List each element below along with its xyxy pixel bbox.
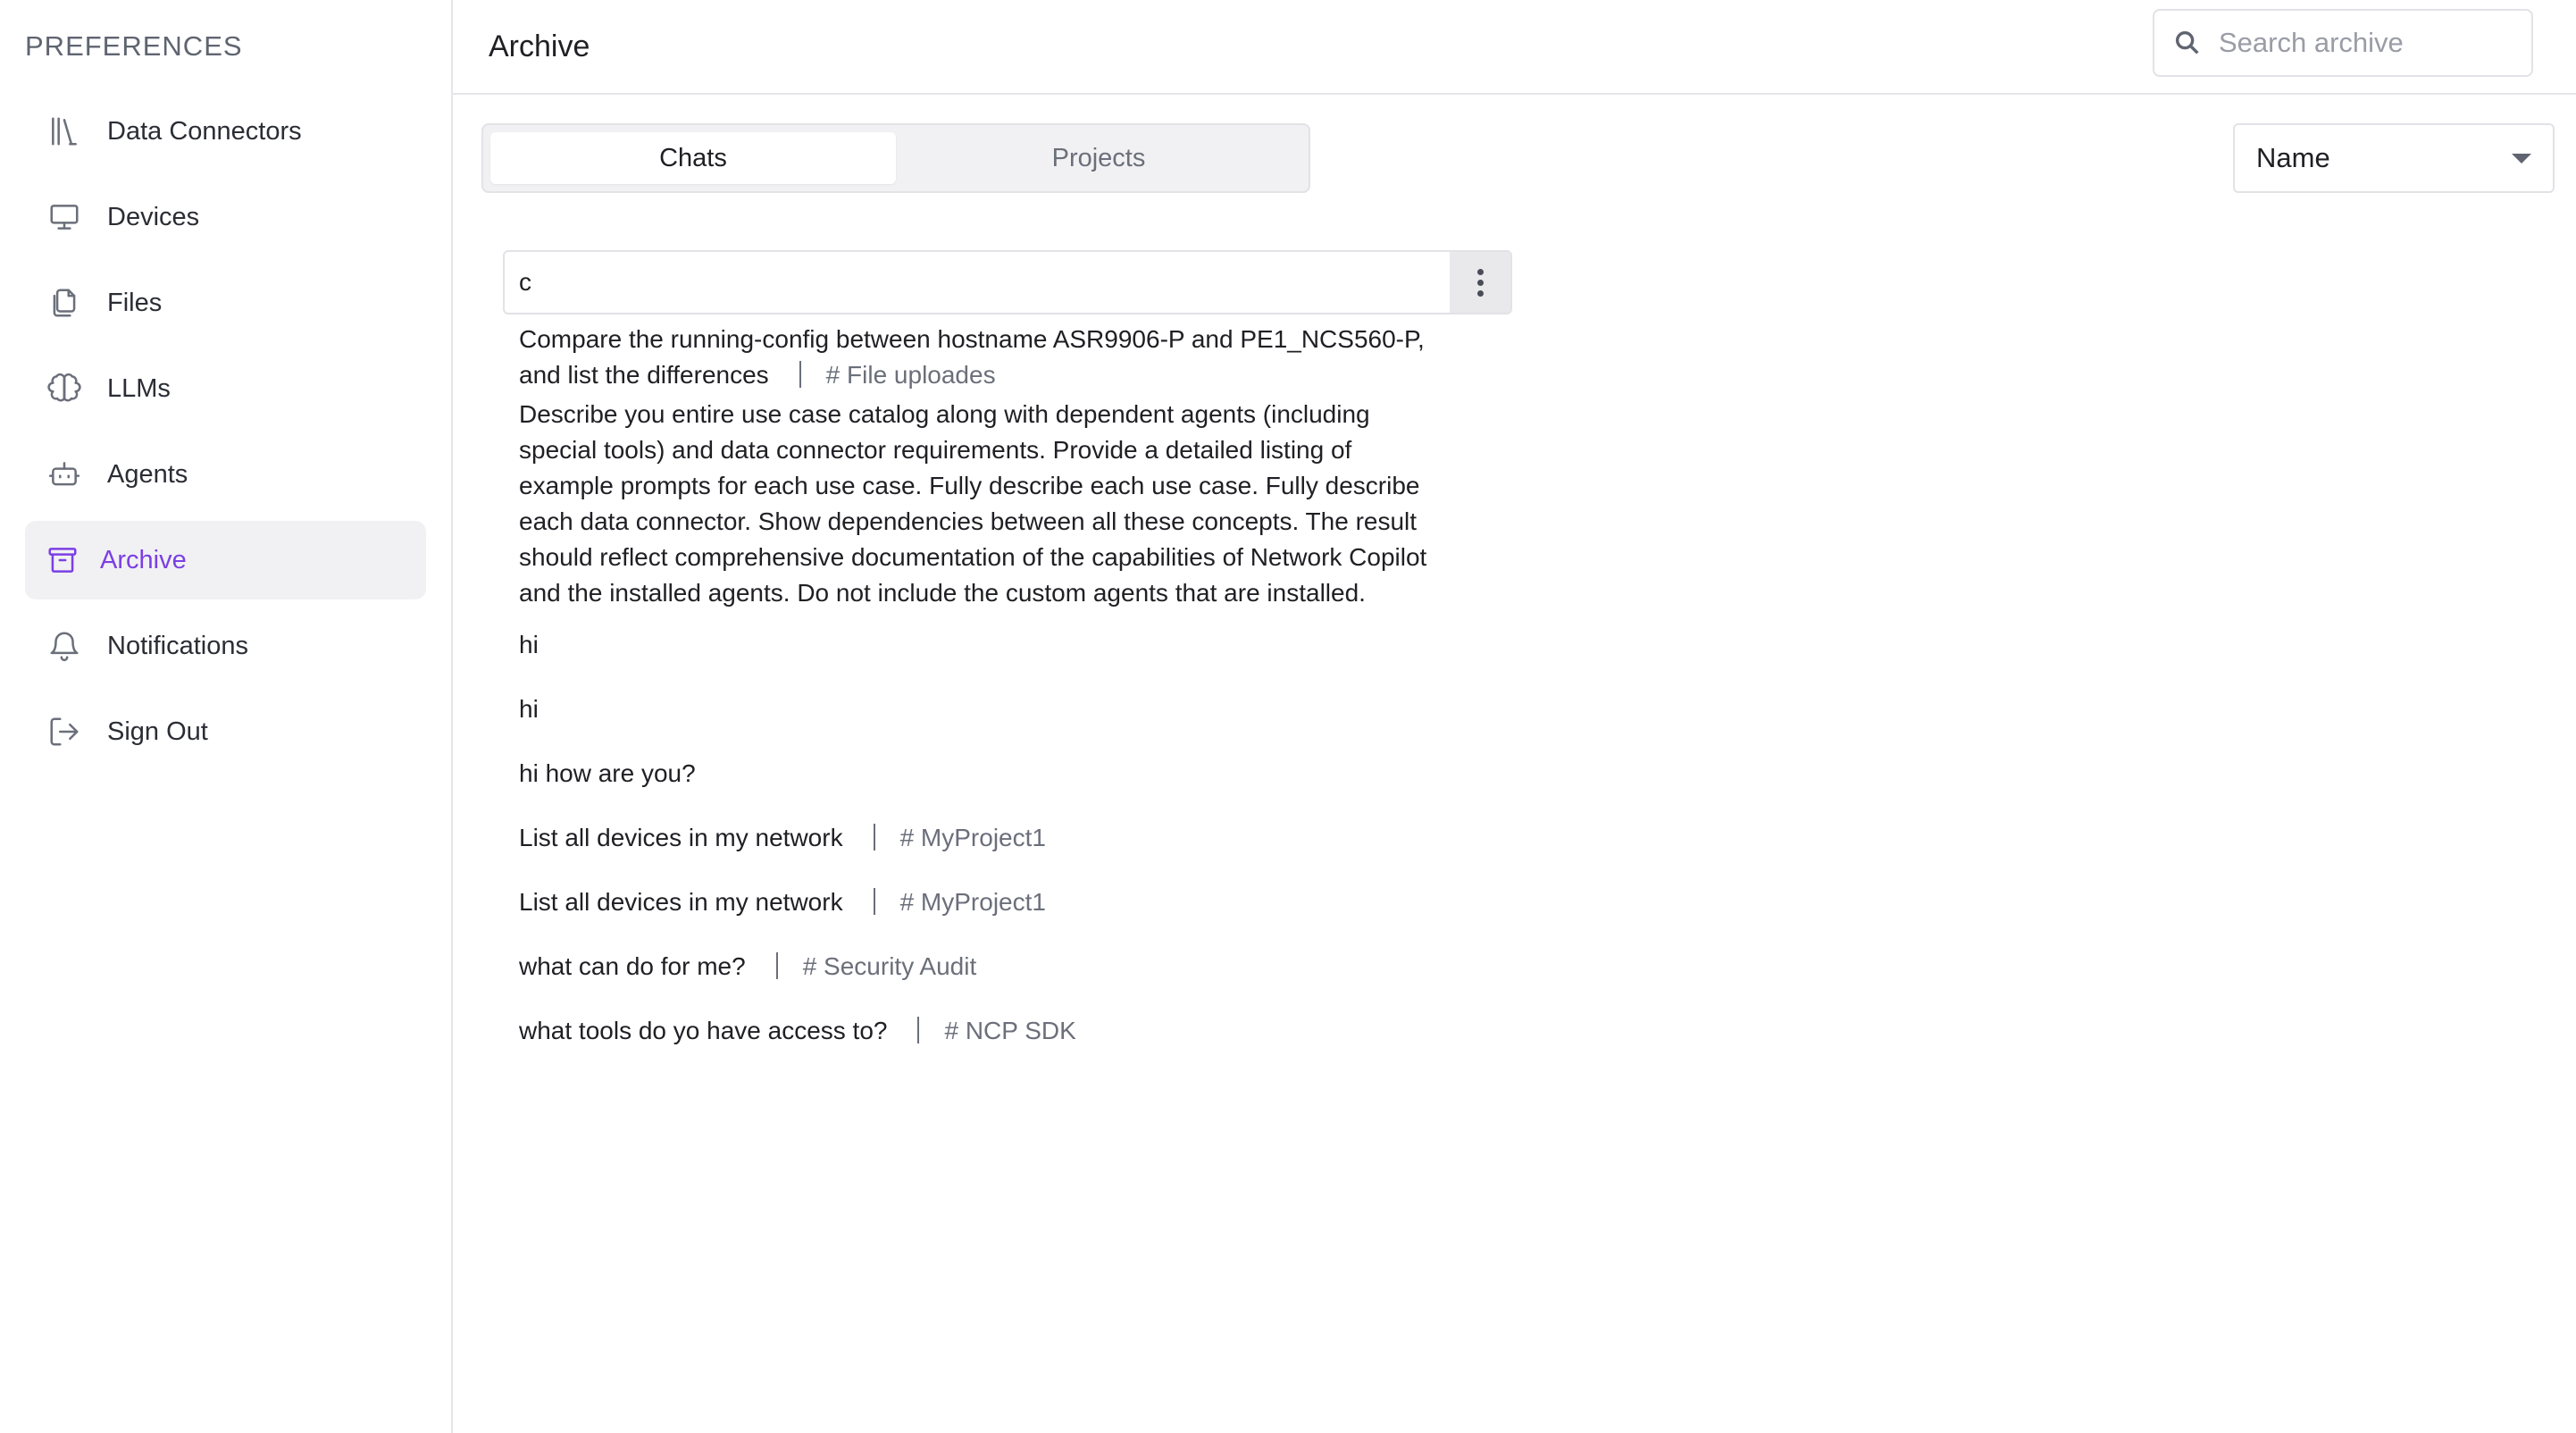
tab-projects[interactable]: Projects — [1051, 143, 1146, 172]
more-options-icon[interactable] — [1450, 250, 1510, 314]
separator — [776, 952, 778, 979]
list-item[interactable]: what tools do yo have access to? # NCP SDK — [519, 1017, 1076, 1044]
sidebar-item-agents[interactable] — [25, 435, 426, 514]
list-item[interactable]: hi how are you? — [519, 759, 696, 787]
list-item[interactable]: List all devices in my network # MyProject1 — [519, 824, 1046, 851]
sidebar-item-devices[interactable] — [25, 178, 426, 256]
bell-icon — [46, 628, 82, 664]
sidebar-item-label: Devices — [107, 202, 200, 231]
sidebar-item-notifications[interactable] — [25, 607, 426, 685]
list-item[interactable]: Compare the running-config between hostname ASR9906-P and PE1_NCS560-P, and list the differences # File uploades — [519, 325, 1425, 389]
tab-chats[interactable]: Chats — [490, 132, 896, 184]
sidebar-item-archive[interactable] — [25, 521, 426, 599]
tab-group — [481, 123, 1310, 193]
sidebar-item-label: Notifications — [107, 631, 248, 660]
sidebar-item-files[interactable] — [25, 264, 426, 342]
search-input[interactable] — [2219, 27, 2522, 59]
sort-select-value: Name — [2256, 142, 2330, 173]
bot-icon — [46, 457, 82, 492]
preferences-sidebar — [0, 0, 453, 1433]
library-icon — [46, 113, 82, 149]
list-item[interactable]: what can do for me? # Security Audit — [519, 952, 977, 980]
list-item[interactable]: hi — [519, 631, 539, 658]
separator — [917, 1017, 919, 1043]
toolbar-row — [481, 123, 2555, 193]
files-icon — [46, 285, 82, 321]
selected-chat-row[interactable] — [503, 250, 1512, 314]
sidebar-item-label: Files — [107, 288, 163, 317]
caret-down-icon — [2512, 154, 2531, 163]
list-item[interactable]: hi — [519, 695, 539, 723]
sidebar-item-label: Agents — [107, 459, 188, 489]
sign-out-icon — [46, 714, 82, 750]
project-tag[interactable]: # Security Audit — [802, 952, 977, 980]
separator — [799, 361, 801, 388]
brain-icon — [46, 371, 82, 406]
list-item[interactable]: Describe you entire use case catalog along with dependent agents (including special tools) and data connector requirements. Provide a detailed listing of example prompts for each use case. Fully describe each use case. Fully describe each data connector. Show dependencies between all these concepts. The result should reflect comprehensive documentation of the capabilities of Network Copilot and the installed agents. Do not include the custom agents that are installed. — [519, 400, 1427, 607]
sidebar-heading: PREFERENCES — [25, 30, 243, 62]
sidebar-item-llms[interactable] — [25, 349, 426, 428]
sidebar-item-label: Data Connectors — [107, 116, 302, 146]
search-icon — [2172, 28, 2203, 58]
project-tag[interactable]: # File uploades — [825, 361, 996, 389]
sidebar-item-label: Archive — [100, 545, 187, 574]
archive-icon — [45, 542, 80, 578]
page-title: Archive — [489, 29, 590, 63]
monitor-icon — [46, 199, 82, 235]
top-bar — [453, 0, 2576, 95]
separator — [874, 824, 875, 851]
project-tag[interactable]: # MyProject1 — [899, 824, 1046, 851]
separator — [874, 888, 875, 915]
list-item[interactable]: List all devices in my network # MyProject1 — [519, 888, 1046, 916]
sidebar-item-label: Sign Out — [107, 716, 208, 746]
sidebar-item-sign-out[interactable] — [25, 692, 426, 771]
search-box[interactable] — [2153, 9, 2533, 77]
selected-chat-title: c — [519, 268, 531, 296]
sort-select[interactable] — [2233, 123, 2555, 193]
sidebar-item-label: LLMs — [107, 373, 171, 403]
project-tag[interactable]: # MyProject1 — [899, 888, 1046, 916]
sidebar-item-data-connectors[interactable] — [25, 92, 426, 171]
chat-list — [510, 250, 1526, 1049]
main-content — [453, 0, 2576, 1433]
project-tag[interactable]: # NCP SDK — [944, 1017, 1076, 1044]
